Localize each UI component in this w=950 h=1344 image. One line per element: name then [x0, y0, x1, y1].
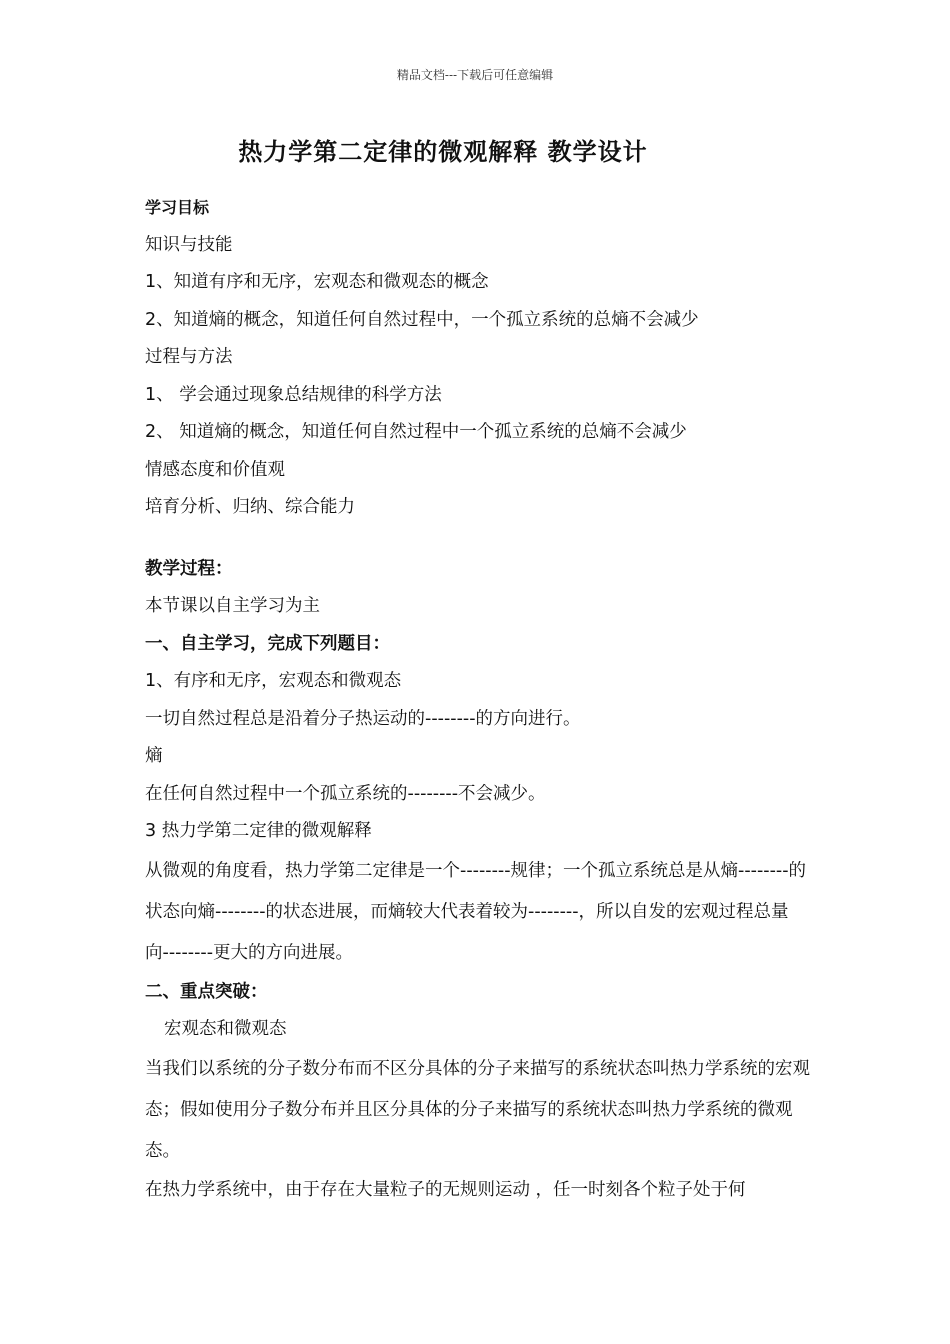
knowledge-item-1: 1、知道有序和无序，宏观态和微观态的概念 [145, 272, 489, 292]
process-method-heading: 过程与方法 [145, 347, 233, 367]
section1-item3-text: 从微观的角度看，热力学第二定律是一个--------规律；一个孤立系统总是从熵--------的状态向熵--------的状态进展，而熵较大代表着较为--------，所以自发的宏观过程总量向--------更大的方向进展。 [145, 860, 807, 963]
section1-heading: 一、自主学习，完成下列题目： [145, 633, 390, 654]
objectives-heading: 学习目标 [145, 198, 210, 217]
section2-subheading: 宏观态和微观态 [164, 1019, 287, 1039]
section2-heading: 二、重点突破： [145, 981, 268, 1002]
section1-item1: 1、有序和无序，宏观态和微观态 [145, 671, 402, 691]
emotion-heading: 情感态度和价值观 [145, 459, 285, 480]
document-title: 热力学第二定律的微观解释 教学设计 [238, 138, 648, 166]
section1-item2: 熵 [145, 746, 163, 766]
section1-item2-text: 在任何自然过程中一个孤立系统的--------不会减少。 [145, 783, 546, 804]
teaching-process-intro: 本节课以自主学习为主 [145, 596, 320, 616]
knowledge-item-2: 2、知道熵的概念，知道任何自然过程中，一个孤立系统的总熵不会减少 [145, 309, 699, 330]
section2-paragraph-1: 当我们以系统的分子数分布而不区分具体的分子来描写的系统状态叫热力学系统的宏观态；假如使用分子数分布并且区分具体的分子来描写的系统状态叫热力学系统的微观态。 [145, 1058, 810, 1161]
document-body [145, 189, 810, 1209]
teaching-process-heading: 教学过程： [145, 558, 233, 579]
knowledge-heading: 知识与技能 [145, 234, 233, 255]
emotion-item-1: 培育分析、归纳、综合能力 [145, 497, 355, 517]
section2-paragraph-2: 在热力学系统中，由于存在大量粒子的无规则运动 ，任一时刻各个粒子处于何 [145, 1179, 746, 1200]
section1-item1-text: 一切自然过程总是沿着分子热运动的--------的方向进行。 [145, 708, 581, 729]
page-header: 精品文档---下载后可任意编辑 [396, 68, 554, 82]
section1-item3: 3 热力学第二定律的微观解释 [145, 821, 372, 841]
process-item-2: 2、 知道熵的概念，知道任何自然过程中一个孤立系统的总熵不会减少 [145, 422, 687, 442]
process-item-1: 1、 学会通过现象总结规律的科学方法 [145, 384, 442, 405]
